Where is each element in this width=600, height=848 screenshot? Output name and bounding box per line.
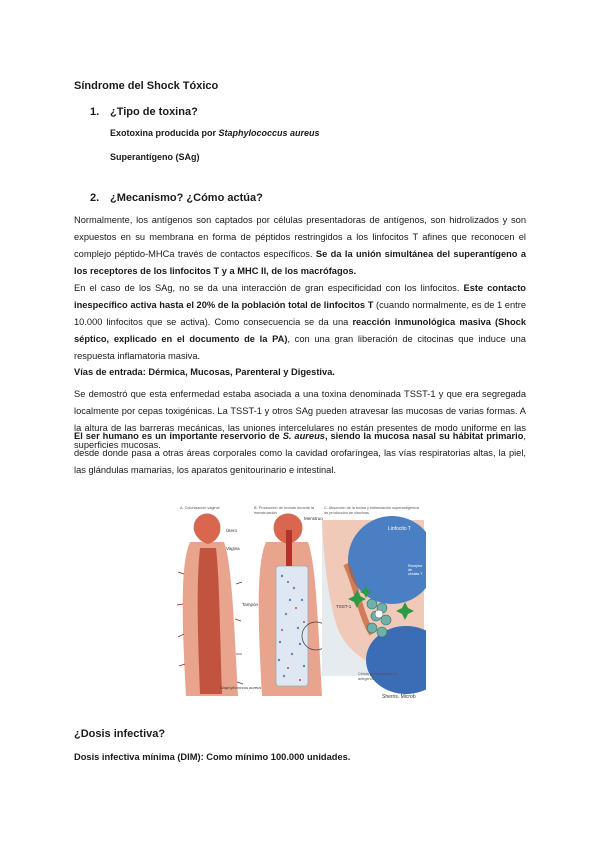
- label-linfocito: Linfocito T: [388, 526, 411, 532]
- paragraph-mechanism: [74, 212, 526, 280]
- label-b: B. Producción de toxinas durante la menstruación: [254, 506, 314, 515]
- paragraph-tsst: Se demostró que esta enfermedad estaba asociada a una toxina denominada TSST-1 y que era segregada localmente por cepas toxigénicas. La TSST-1 y otros SAg pueden atravesar las mucosas de varias formas. A la altura de las barreras mecánicas, las uniones intercelulares no están presentes de modo uniforme en las superficies mucosas.: [74, 389, 526, 450]
- section-2-title: ¿Mecanismo? ¿Cómo actúa?: [110, 192, 263, 204]
- entry-routes: Vías de entrada: Dérmica, Mucosas, Parenteral y Digestiva.: [74, 367, 335, 377]
- label-tampon: Tampón: [242, 602, 259, 607]
- label-receptor: Receptor de células T: [408, 564, 423, 576]
- paragraph-sag-bold-2: reacción inmunológica masiva (Shock séptico, explicado en el documento de la PA): [74, 317, 526, 344]
- dosis-text: Dosis infectiva mínima (DIM): Como mínimo 100.000 unidades.: [74, 752, 351, 762]
- label-celula: Célula presentadora de antígenos: [358, 672, 398, 681]
- menstruation-flow: [286, 530, 292, 566]
- label-c: C. Absorción de la toxina y estimulación superantigénica de producción de citocinas: [324, 506, 419, 515]
- paragraph-reservoir-bold-1: El ser humano es un importante reservorio de: [74, 431, 283, 441]
- section-2-heading: [90, 192, 263, 204]
- superantigen-line: Superantígeno (SAg): [110, 152, 200, 162]
- section-1-heading: [90, 106, 198, 118]
- toxin-line: [110, 128, 320, 138]
- paragraph-reservoir-bold-2: , siendo la mucosa nasal su hábitat primario: [324, 431, 524, 441]
- section-1-number: 1.: [90, 106, 100, 118]
- paragraph-sag-text-1: En el caso de los SAg, no se da una interacción de gran especificidad con los linfocitos.: [74, 283, 464, 293]
- tampon-b: [276, 566, 308, 686]
- dosis-heading: ¿Dosis infectiva?: [74, 728, 166, 740]
- label-menstruo: Menstruo: [304, 516, 323, 521]
- label-tsst: TSST-1: [336, 604, 352, 609]
- paragraph-sag: [74, 280, 526, 365]
- page-title: Síndrome del Shock Tóxico: [74, 80, 219, 92]
- paragraph-mechanism-text: Normalmente, los antígenos son captados por células presentadoras de antígenos, son hidrolizados y son expuestos en su membrana en forma de péptidos restringidos a los linfocitos T afines que reconocen el complejo péptido-MHCa través de contactos específicos.: [74, 215, 526, 259]
- toxin-line-prefix: Exotoxina producida por: [110, 128, 219, 138]
- paragraph-reservoir: [74, 428, 526, 479]
- label-utero: Útero: [226, 528, 238, 533]
- paragraph-sag-text-2: (cuando normalmente, es de 1 entre 10.000 linfocitos que se activa). Como consecuencia se da una: [74, 300, 526, 327]
- label-a: A. Colonización vaginal: [180, 506, 220, 510]
- tsst-molecule: [375, 610, 383, 618]
- label-staph: Staphylococcus aureus: [220, 685, 262, 690]
- paragraph-reservoir-text: , desde donde pasa a otras áreas corporales como la cavidad orofaríngea, las vías respiratorias altas, la piel, las glándulas mamarias, los aparatos genitourinario e intestinal.: [74, 431, 527, 475]
- section-2-number: 2.: [90, 192, 100, 204]
- label-vagina: Vagina: [226, 546, 240, 551]
- paragraph-sag-text-3: , con una gran liberación de citocinas que induce una respuesta inflamatoria masiva.: [74, 334, 526, 361]
- paragraph-mechanism-bold: Se da la unión simultánea del superantígeno a los receptores de los linfocitos T y a MHC II, de los macrófagos.: [74, 249, 527, 276]
- paragraph-reservoir-species: S. aureus: [282, 431, 325, 441]
- tss-figure: [176, 504, 426, 706]
- figure-credit: Sherris. Microb: [382, 694, 416, 700]
- section-1-title: ¿Tipo de toxina?: [110, 106, 198, 118]
- paragraph-sag-bold-1: Este contacto inespecífico activa hasta el 20% de la población total de linfocitos T: [74, 283, 526, 310]
- uterus-a: [194, 514, 221, 545]
- species-name: Staphylococcus aureus: [218, 128, 320, 138]
